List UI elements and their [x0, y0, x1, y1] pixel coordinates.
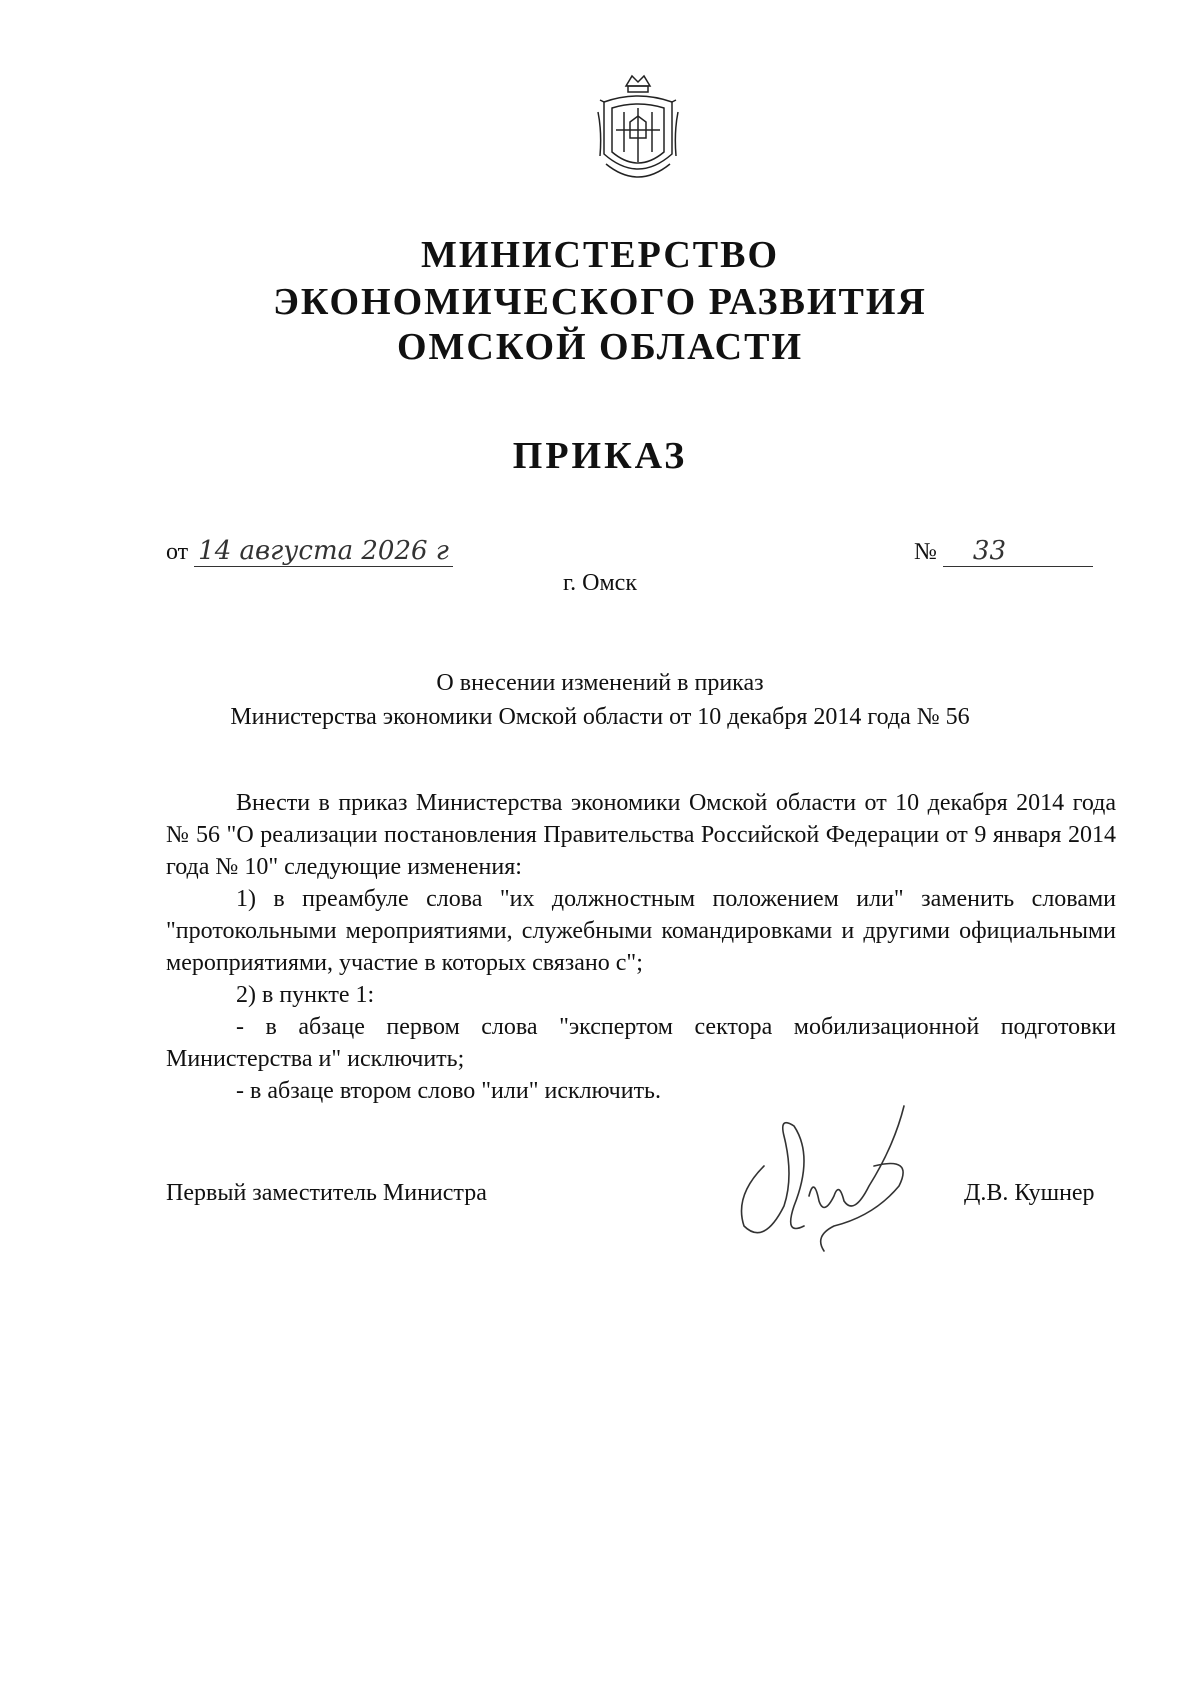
body-item-2: 2) в пункте 1: [236, 982, 375, 1008]
signer-name: Д.В. Кушнер [964, 1180, 1095, 1206]
handwritten-signature-icon [724, 1076, 924, 1256]
ministry-line-2: ЭКОНОМИЧЕСКОГО РАЗВИТИЯ [273, 281, 927, 323]
signer-title: Первый заместитель Министра [166, 1180, 487, 1206]
number-handwritten: 33 [943, 536, 1093, 567]
number-prefix: № [914, 539, 937, 565]
ministry-line-1: МИНИСТЕРСТВО [420, 234, 780, 276]
subject-line-1: О внесении изменений в приказ [436, 670, 764, 696]
order-date [166, 536, 453, 566]
body-intro: Внести в приказ Министерства экономики Омской области от 10 декабря 2014 года № 56 "О реализации постановления Правительства Российской Федерации от 9 января 2014 года № 10" следующие изменения: [166, 790, 1116, 880]
order-body [166, 787, 1116, 1107]
date-prefix: от [166, 539, 189, 565]
body-item-2a: - в абзаце первом слова "экспертом сектора мобилизационной подготовки Министерства и" исключить; [166, 1014, 1116, 1072]
order-subject [0, 666, 1200, 734]
body-item-1: 1) в преамбуле слова "их должностным положением или" заменить словами "протокольными мероприятиями, служебными командировками и другими официальными мероприятиями, участие в которых связано с"; [166, 886, 1116, 976]
coat-of-arms-icon [596, 72, 680, 188]
order-number [914, 536, 1093, 567]
document-type-title: ПРИКАЗ [512, 435, 688, 477]
city: г. Омск [563, 570, 637, 596]
ministry-line-3: ОМСКОЙ ОБЛАСТИ [396, 326, 804, 368]
date-handwritten: 14 августа 2026 г [194, 536, 453, 567]
subject-line-2: Министерства экономики Омской области от 10 декабря 2014 года № 56 [230, 704, 970, 730]
body-item-2b: - в абзаце втором слово "или" исключить. [236, 1078, 662, 1104]
